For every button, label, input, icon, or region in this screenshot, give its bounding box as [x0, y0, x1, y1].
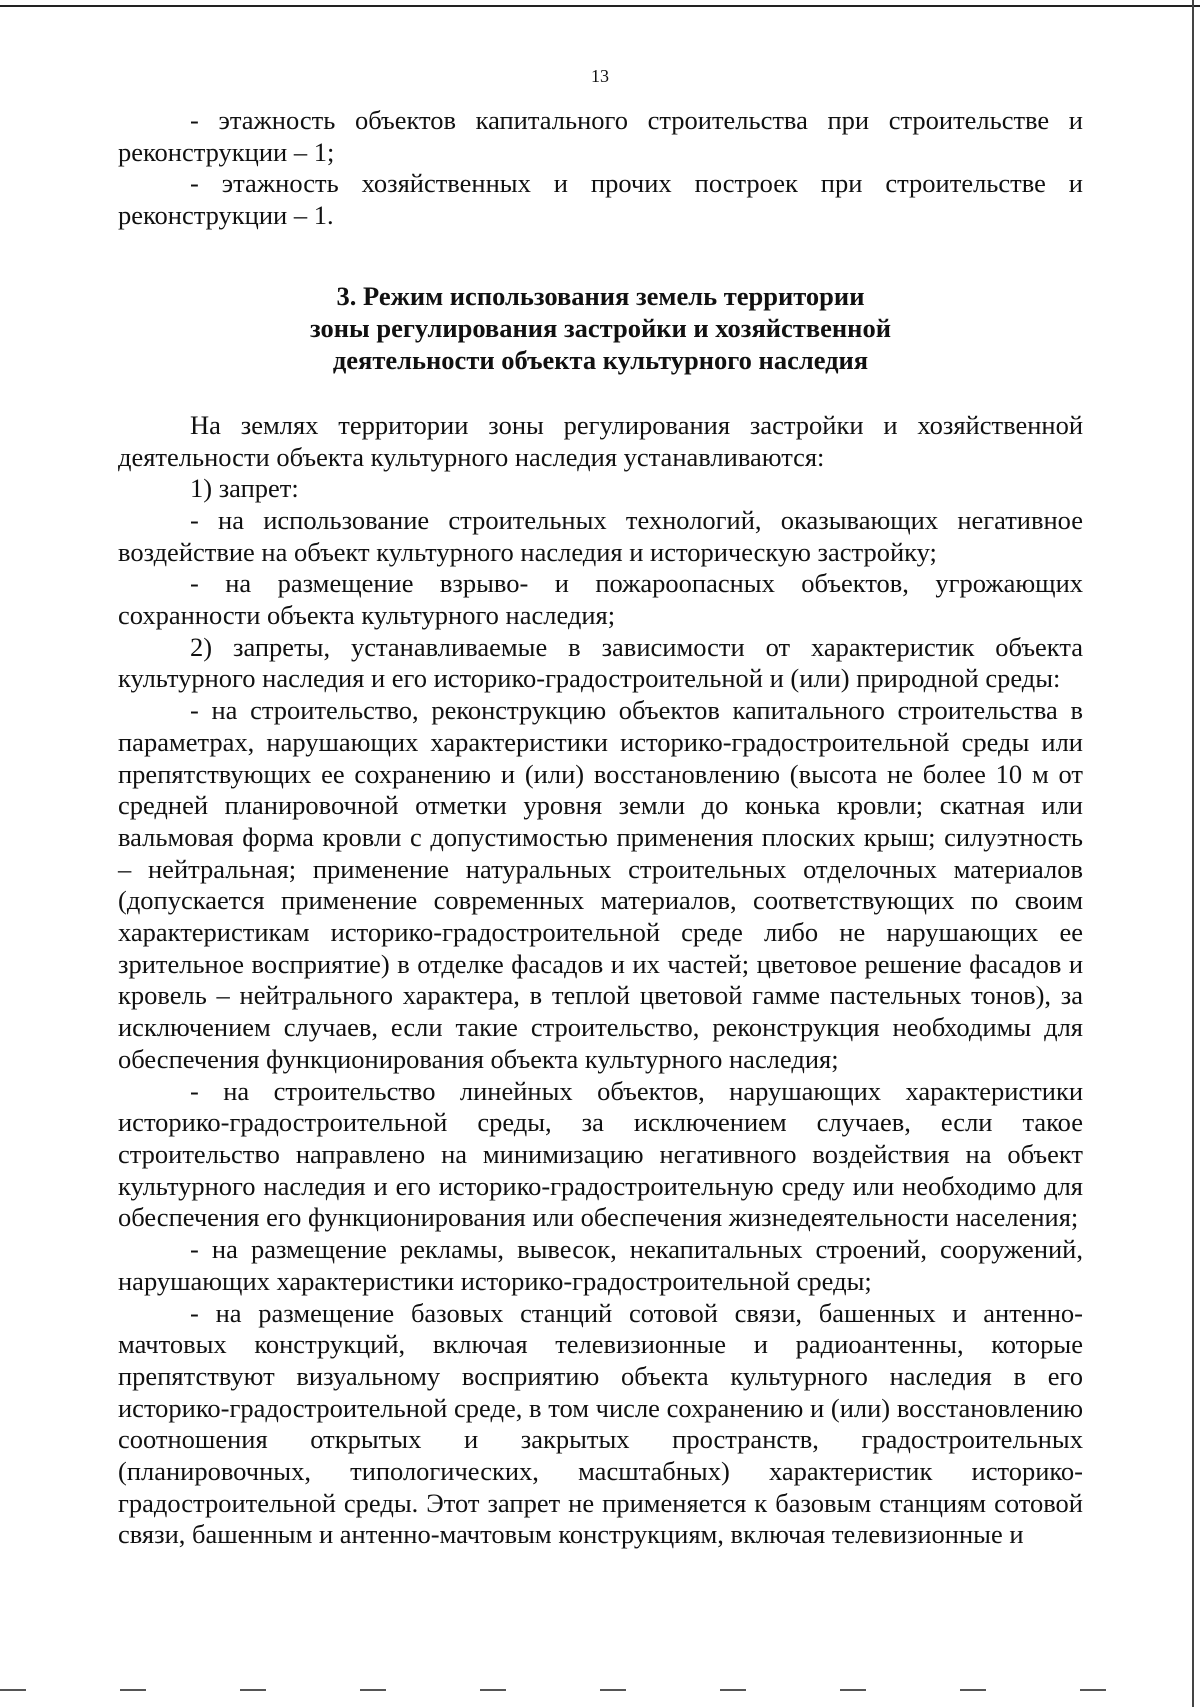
paragraph-technologies: - на использование строительных технологий, оказывающих негативное воздействие на объект культурного наследия и историческую застройку; [118, 504, 1083, 567]
document-body [118, 105, 1083, 1551]
section-heading-line: 3. Режим использования земель территории [336, 280, 865, 311]
paragraph-prohibitions-2: 2) запреты, устанавливаемые в зависимости от характеристик объекта культурного наследия и его историко-градостроительной и (или) природной среды: [118, 631, 1083, 694]
section-heading-line: деятельности объекта культурного наследия [332, 344, 869, 375]
paragraph-prohibition-1: 1) запрет: [190, 473, 299, 504]
paragraph-base-stations: - на размещение базовых станций сотовой связи, башенных и антенно-мачтовых конструкций, включая телевизионные и радиоантенны, которые препятствуют визуальному восприятию объекта культурного наследия в его историко-градостроительной среде, в том числе сохранению и (или) восстановлению соотношения открытых и закрытых пространств, градостроительных (планировочных, типологических, масштабных) характеристик историко-градостроительной среды. Этот запрет не применяется к базовым станциям сотовой связи, башенным и антенно-мачтовым конструкциям, включая телевизионные и [118, 1297, 1083, 1550]
scan-bottom-dashes [0, 1689, 1200, 1691]
scan-right-border [1192, 0, 1194, 1707]
paragraph-floors-capital: - этажность объектов капитального строительства при строительстве и реконструкции – 1; [118, 105, 1083, 167]
section-heading [118, 280, 1083, 376]
scan-top-border [0, 5, 1200, 7]
paragraph-construction-parameters: - на строительство, реконструкцию объектов капитального строительства в параметрах, нарушающих характеристики историко-градостроительной среды или препятствующих ее сохранению и (или) восстановлению (высота не более 10 м от средней планировочной отметки уровня земли до конька кровли; скатная или вальмовая форма кровли с допустимостью применения плоских крыш; силуэтность – нейтральная; применение натуральных строительных отделочных материалов (допускается применение современных материалов, соответствующих по своим характеристикам историко-градостроительной среде либо не нарушающих ее зрительное восприятие) в отделке фасадов и их частей; цветовое решение фасадов и кровель – нейтрального характера, в теплой цветовой гамме пастельных тонов), за исключением случаев, если такие строительство, реконструкция необходимы для обеспечения функционирования объекта культурного наследия; [118, 695, 1083, 1074]
paragraph-linear-objects: - на строительство линейных объектов, нарушающих характеристики историко-градостроительной среды, за исключением случаев, если такое строительство направлено на минимизацию негативного воздействия на объект культурного наследия и его историко-градостроительную среду или необходимо для обеспечения его функционирования или обеспечения жизнедеятельности населения; [118, 1075, 1083, 1233]
paragraph-intro: На землях территории зоны регулирования застройки и хозяйственной деятельности объекта культурного наследия устанавливаются: [118, 409, 1083, 472]
paragraph-advertising: - на размещение рекламы, вывесок, некапитальных строений, сооружений, нарушающих характеристики историко-градостроительной среды; [118, 1234, 1083, 1296]
section-heading-line: зоны регулирования застройки и хозяйственной [310, 312, 891, 343]
paragraph-hazardous-objects: - на размещение взрыво- и пожароопасных объектов, угрожающих сохранности объекта культурного наследия; [118, 568, 1083, 631]
paragraph-floors-auxiliary: - этажность хозяйственных и прочих построек при строительстве и реконструкции – 1. [118, 168, 1083, 231]
page-number: 13 [591, 66, 609, 86]
